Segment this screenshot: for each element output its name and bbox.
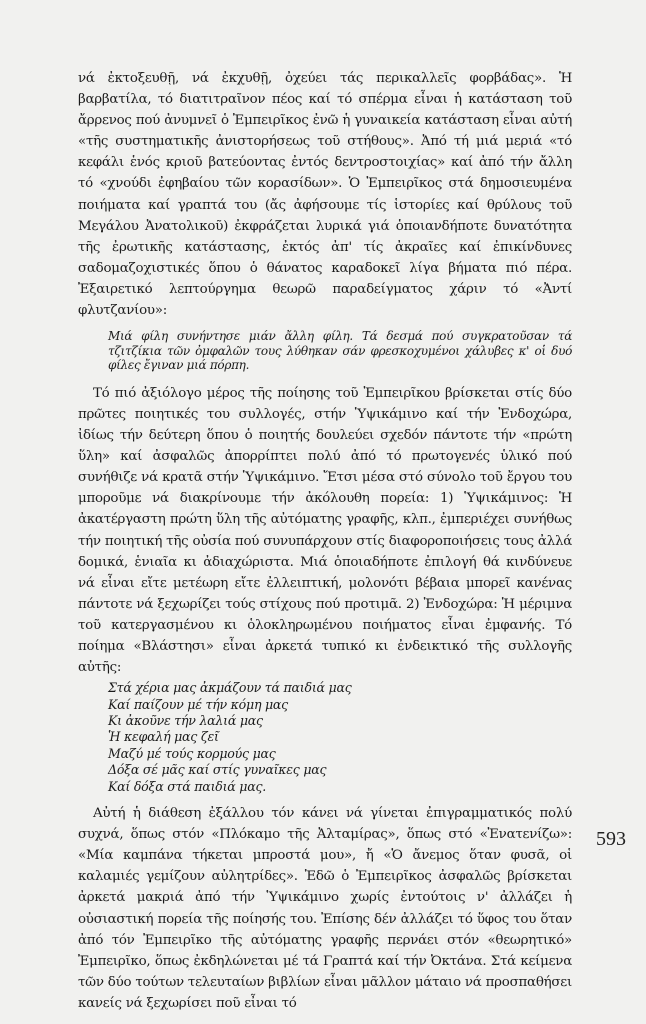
poem-quote: [108, 680, 572, 795]
poem-line: Κι ἀκοῦνε τήν λαλιά μας: [108, 713, 263, 729]
paragraph-2: Τό πιό ἀξιόλογο μέρος τῆς ποίησης τοῦ Ἐμπειρῖκου βρίσκεται στίς δύο πρῶτες ποιητικές του συλλογές, στήν Ὑψικάμινο καί τήν Ἐνδοχώρα, ἰδίως τήν δεύτερη ὅπου ὁ ποιητής δουλεύει σχεδόν πάντοτε τήν «πρώτη ὕλη» καί ἀσφαλῶς ἀπορρίπτει πολύ ἀπό τό πρωτογενές ὑλικό πού συνήθιζε νά κρατᾶ στήν Ὑψικάμινο. Ἔτσι μέσα στό σύνολο τοῦ ἔργου του μποροῦμε νά διακρίνουμε τήν ἀκόλουθη πορεία: 1) Ὑψικάμινος: Ἡ ἀκατέργαστη πρώτη ὕλη τῆς αὐτόματης γραφῆς, κλπ., ἐμπεριέχει συνήθως τήν ποιητική τῆς οὐσία πού συνυπάρχουν στίς διαφοροποιήσεις τους ἀλλά δομικά, ἑνιαῖα κι ἀδιαχώριστα. Μιά ὁποιαδήποτε ἐπιλογή θά κινδύνευε νά εἶναι εἴτε μετέωρη εἴτε ἐλλειπτική, μολονότι βέβαια μπορεῖ κανένας πάντοτε νά ξεχωρίζει τούς στίχους πού προτιμᾶ. 2) Ἐνδοχώρα: Ἡ μέριμνα τοῦ κατεργασμένου κι ὁλοκληρωμένου ποιήματος εἶναι ἐμφανής. Τό ποίημα «Βλάστησι» εἶναι ἀρκετά τυπικό κι ἐνδεικτικό τῆς συλλογῆς αὐτῆς:: [78, 385, 572, 676]
paragraph-1: νά ἐκτοξευθῇ, νά ἐκχυθῇ, ὀχεύει τάς περικαλλεῖς φορβάδας». Ἡ βαρβατίλα, τό διατιτραῖνον πέος καί τό σπέρμα εἶναι ἡ κατάσταση τοῦ ἄρρενος πού ἀνυμνεῖ ὁ Ἐμπειρῖκος ἐνῶ ἡ γυναικεία κατάσταση εἶναι αὐτή «τῆς συστηματικῆς ἀνιστορήσεως τοῦ στήθους». Ἀπό τή μιά μεριά «τό κεφάλι ἑνός κριοῦ βατεύοντας ἐντός δεντροστοιχίας» καί ἀπό τήν ἄλλη τό «χνούδι ἐφηβαίου τῶν κορασίδων». Ὁ Ἐμπειρῖκος στά δημοσιευμένα ποιήματα καί γραπτά του (ἄς ἀφήσουμε τίς ἱστορίες καί θρύλους τοῦ Μεγάλου Ἀνατολικοῦ) ἐκφράζεται λυρικά γιά ὁποιανδήποτε δυνατότητα τῆς ἐρωτικῆς κατάστασης, ἐκτός ἀπ' τίς ἀκραῖες καί ἐπικίνδυνες σαδομαζοχιστικές ὅπου ὁ θάνατος καραδοκεῖ λίγα βήματα πιό πέρα. Ἐξαιρετικό λεπτούργημα θεωρῶ παραδείγματος χάριν τό «Ἀντί φλυτζανίου»:: [78, 71, 572, 319]
prose-poem-quote: Μιά φίλη συνήντησε μιάν ἄλλη φίλη. Τά δεσμά πού συγκρατοῦσαν τά τζιτζίκια τῶν ὀμφαλῶν τους λύθηκαν σάν φρεσκοχυμένοι χάλυβες κ' οἱ δυό φίλες ἔγιναν μιά πόρπη.: [108, 329, 572, 373]
poem-line: Μαζύ μέ τούς κορμούς μας: [108, 745, 276, 761]
poem-line: Στά χέρια μας ἀκμάζουν τά παιδιά μας: [108, 680, 352, 696]
poem-line: Δόξα σέ μᾶς καί στίς γυναῖκες μας: [108, 762, 327, 778]
body-text: [78, 68, 572, 1014]
paragraph-3: Αὐτή ἡ διάθεση ἐξάλλου τόν κάνει νά γίνεται ἐπιγραμματικός πολύ συχνά, ὅπως στόν «Πλόκαμο τῆς Ἀλταμίρας», ὅπως στό «Ἐνατενίζω»: «Μία καμπάνα τήκεται μπροστά μου», ἤ «Ὁ ἄνεμος ὅταν φυσᾶ, οἱ καλαμιές γεμίζουν αὐλητρίδες». Ἐδῶ ὁ Ἐμπειρῖκος ἀσφαλῶς βρίσκεται ἀρκετά μακριά ἀπό τήν Ὑψικάμινο χωρίς ἐντούτοις ν' ἀλλάζει ἡ οὐσιαστική πορεία τῆς ποίησής του. Ἐπίσης δέν ἀλλάζει τό ὕφος του ὅταν ἀπό τόν Ἐμπειρῖκο τῆς αὐτόματης γραφῆς περνάει στόν «θεωρητικό» Ἐμπειρῖκο, ὅπως ἐκδηλώνεται μέ τά Γραπτά καί τήν Ὀκτάνα. Στά κείμενα τῶν δύο τούτων τελευταίων βιβλίων εἶναι μᾶλλον μάταιο νά προσπαθήσει κανείς νά ξεχωρίσει ποῦ εἶναι τό: [78, 806, 572, 1011]
page-number: 593: [596, 828, 626, 850]
poem-line: Καί δόξα στά παιδιά μας.: [108, 778, 267, 794]
poem-line: Καί παίζουν μέ τήν κόμη μας: [108, 696, 288, 712]
poem-line: Ἡ κεφαλή μας ζεῖ: [108, 729, 219, 745]
